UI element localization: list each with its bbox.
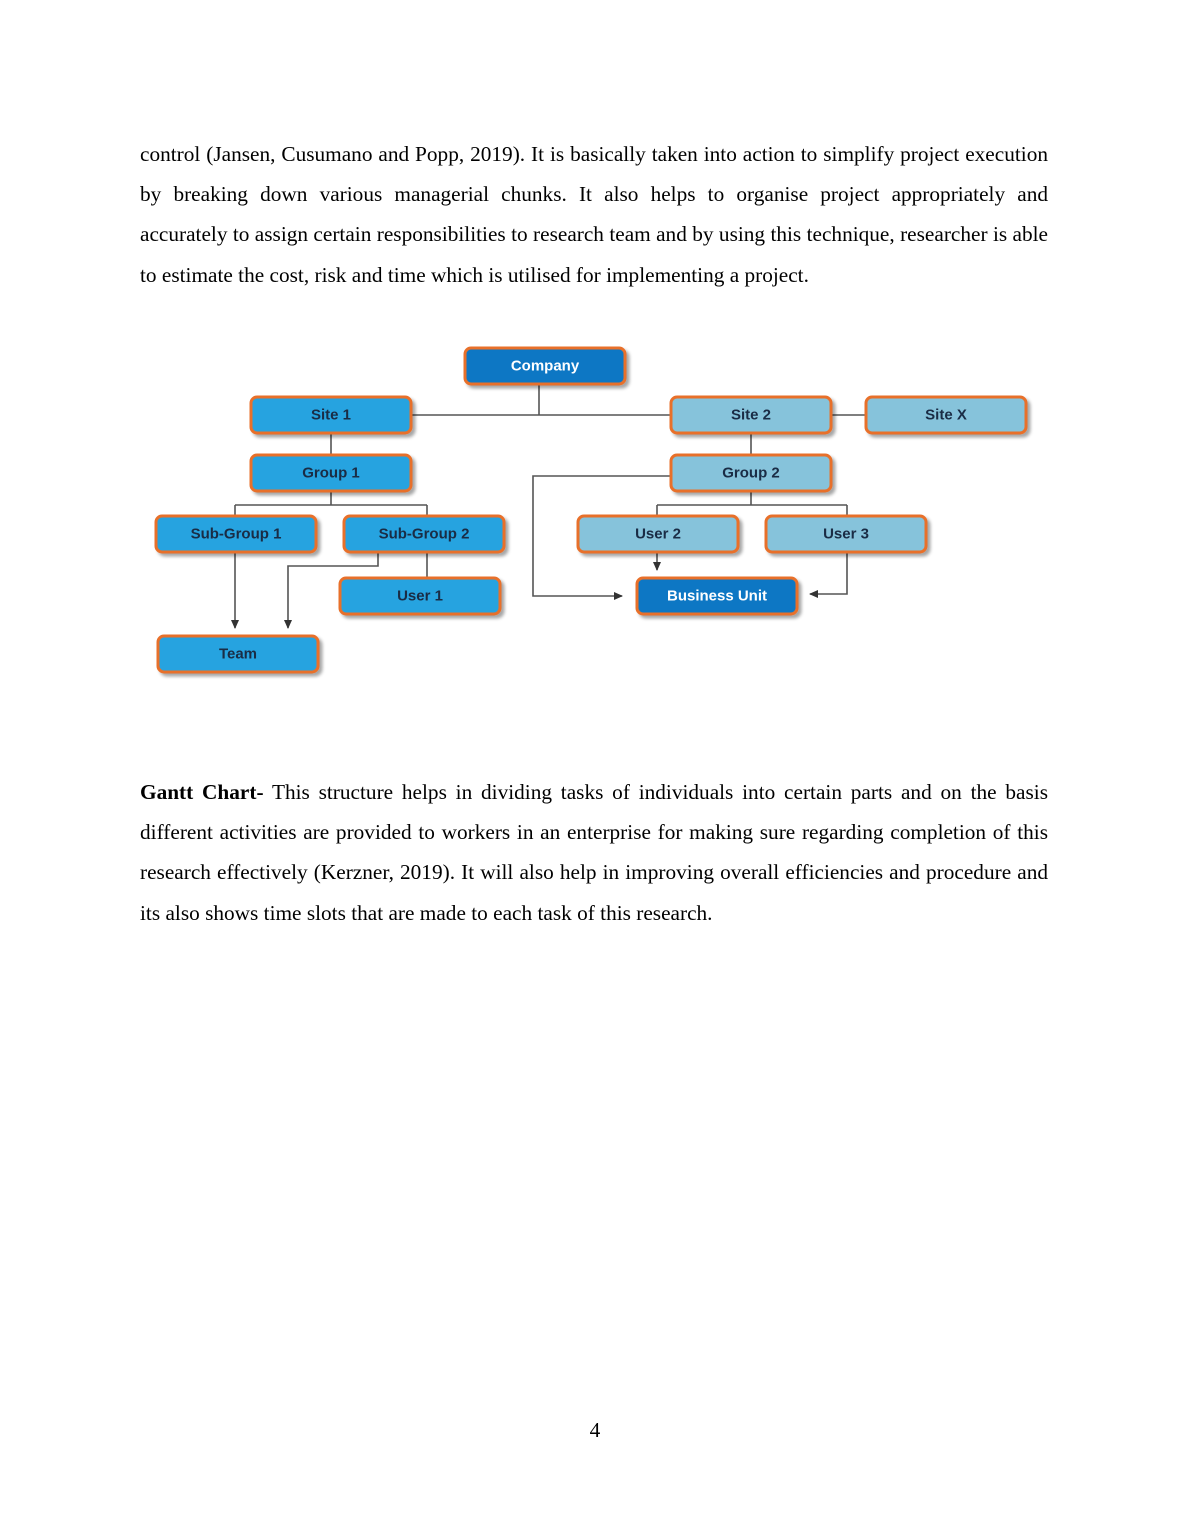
node-site-2-label: Site 2 <box>730 406 772 424</box>
node-site-2 <box>671 397 831 433</box>
node-team-label: Team <box>218 645 258 663</box>
paragraph-intro-text: control (Jansen, Cusumano and Popp, 2019). It is basically taken into action to simplify project execution by breaking down various managerial chunks. It also helps to organise project appropriately and accurately to assign certain responsibilities to research team and by using this technique, researcher is able to estimate the cost, risk and time which is utilised for implementing a project. <box>140 142 1048 287</box>
node-user-3-label: User 3 <box>823 525 869 543</box>
page-number: 4 <box>589 1418 601 1442</box>
node-group-1-label: Group 1 <box>302 464 360 482</box>
node-user-3 <box>766 516 926 552</box>
paragraph-gantt-chart-text: This structure helps in dividing tasks of individuals into certain parts and on the basis different activities are provided to workers in an enterprise for making sure regarding completion of this research effectively (Kerzner, 2019). It will also help in improving overall efficiencies and procedure and its also shows time slots that are made to each task of this research. <box>140 780 1048 925</box>
paragraph-gantt-chart <box>140 772 1048 933</box>
node-group-2 <box>671 455 831 491</box>
node-user-1 <box>340 578 500 614</box>
node-sub-group-1-label: Sub-Group 1 <box>190 525 282 543</box>
node-company <box>465 348 625 384</box>
node-team <box>158 636 318 672</box>
node-user-1-label: User 1 <box>397 587 443 605</box>
gantt-chart-heading: Gantt Chart- <box>140 780 264 804</box>
node-business-unit <box>637 578 797 614</box>
node-user-2-label: User 2 <box>635 525 681 543</box>
node-sub-group-2-label: Sub-Group 2 <box>378 525 470 543</box>
node-company-label: Company <box>510 357 580 375</box>
node-site-1 <box>251 397 411 433</box>
node-group-1 <box>251 455 411 491</box>
node-user-2 <box>578 516 738 552</box>
paragraph-intro <box>140 134 1048 295</box>
node-site-1-label: Site 1 <box>310 406 352 424</box>
node-sub-group-1 <box>156 516 316 552</box>
node-business-unit-label: Business Unit <box>666 587 768 605</box>
node-site-x <box>866 397 1026 433</box>
org-structure-diagram <box>150 340 1040 685</box>
node-site-x-label: Site X <box>925 406 967 424</box>
node-sub-group-2 <box>344 516 504 552</box>
node-group-2-label: Group 2 <box>722 464 780 482</box>
